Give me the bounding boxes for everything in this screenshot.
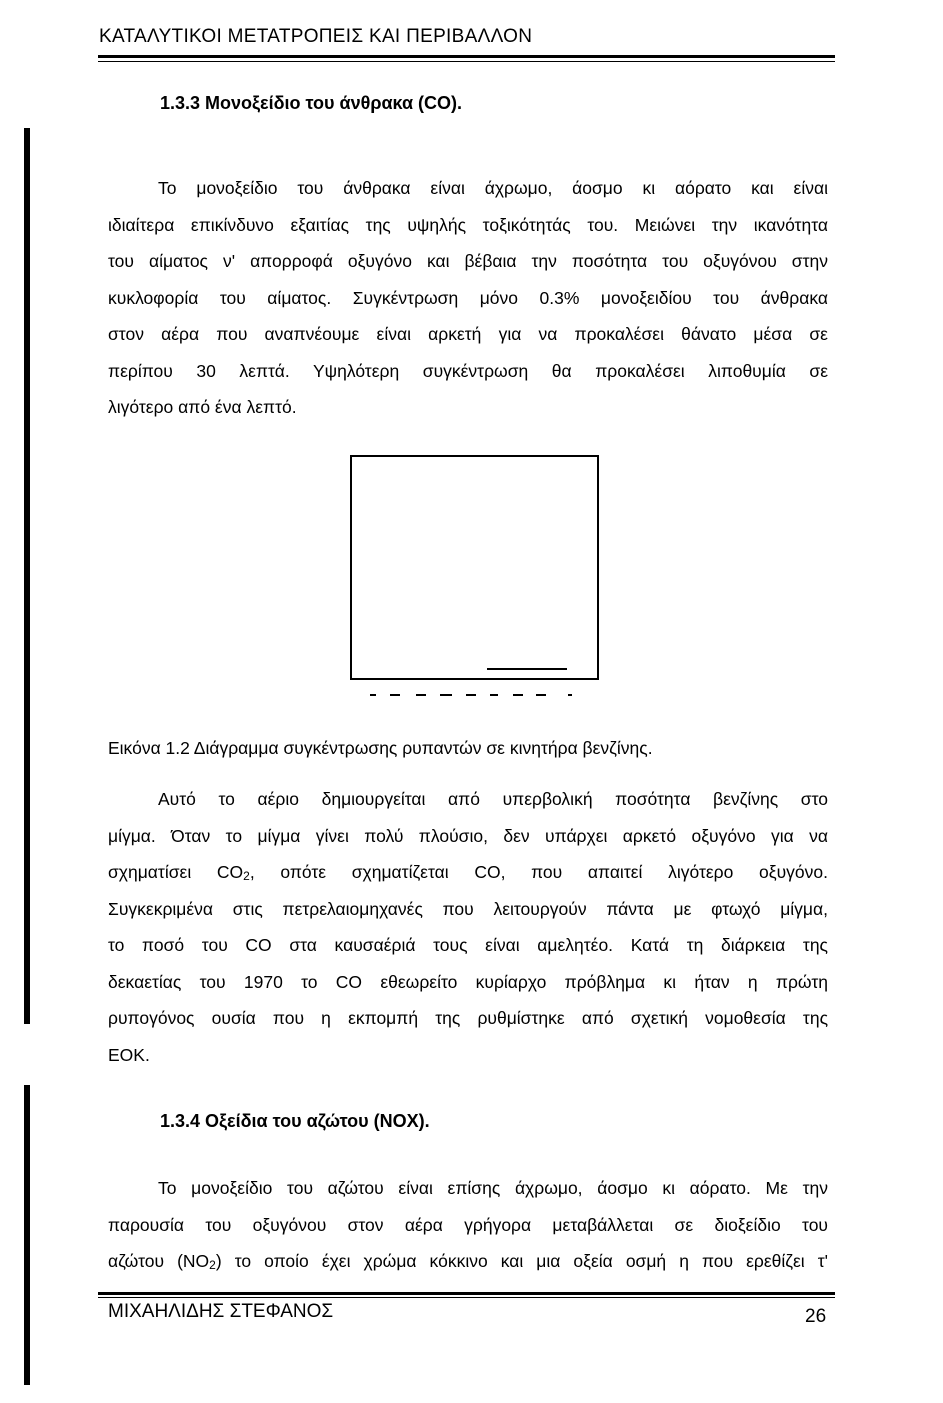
footer-rule bbox=[98, 1292, 835, 1295]
paragraph-line: ΕΟΚ. bbox=[108, 1044, 150, 1065]
footer-rule-thin bbox=[98, 1297, 835, 1298]
text-segment: , οπότε σχηματίζεται CO, που απαιτεί λιγότερο οξυγόνο. bbox=[249, 862, 828, 882]
paragraph-line: λιγότερο από ένα λεπτό. bbox=[108, 397, 297, 417]
paragraph-line-with-subscript bbox=[108, 1243, 828, 1280]
paragraph-line: ρυπογόνος ουσία που η εκπομπή της ρυθμίστηκε από σχετική νομοθεσία της bbox=[108, 1008, 828, 1028]
paragraph-line: μίγμα. Όταν το μίγμα γίνει πολύ πλούσιο, δεν υπάρχει αρκετό οξυγόνο για να bbox=[108, 825, 828, 846]
paragraph-co-intro bbox=[108, 170, 828, 426]
figure-pollutant-diagram bbox=[350, 455, 599, 680]
paragraph-line: δεκαετίας του 1970 το CO εθεωρείτο κυρίαρχο πρόβλημα κι ήταν η πρώτη bbox=[108, 971, 828, 992]
paragraph-line: Συγκεκριμένα στις πετρελαιομηχανές που λειτουργούν πάντα με φτωχό μίγμα, bbox=[108, 898, 828, 919]
paragraph-line: παρουσία του οξυγόνου στον αέρα γρήγορα μεταβάλλεται σε διοξείδιο του bbox=[108, 1214, 828, 1235]
paragraph-line: Το μονοξείδιο του άνθρακα είναι άχρωμο, άοσμο κι αόρατο και είναι bbox=[158, 178, 828, 198]
paragraph-line: περίπου 30 λεπτά. Υψηλότερη συγκέντρωση θα προκαλέσει λιποθυμία σε bbox=[108, 360, 828, 381]
text-segment: σχηματίσει CO bbox=[108, 862, 244, 882]
margin-scan-bar bbox=[24, 1085, 30, 1385]
paragraph-line: Αυτό το αέριο δημιουργείται από υπερβολική ποσότητα βενζίνης στο bbox=[158, 789, 828, 809]
figure-caption: Εικόνα 1.2 Διάγραμμα συγκέντρωσης ρυπαντών σε κινητήρα βενζίνης. bbox=[108, 738, 653, 758]
figure-axis-ticks bbox=[368, 692, 583, 698]
paragraph-line: κυκλοφορία του αίματος. Συγκέντρωση μόνο 0.3% μονοξειδίου του άνθρακα bbox=[108, 287, 828, 308]
paragraph-line: στον αέρα που αναπνέουμε είναι αρκετή για να προκαλέσει θάνατο μέσα σε bbox=[108, 324, 828, 344]
section-heading-nox: 1.3.4 Οξείδια του αζώτου (NOX). bbox=[160, 1111, 430, 1131]
paragraph-line-with-subscript bbox=[108, 854, 828, 891]
text-segment: ) το οποίο έχει χρώμα κόκκινο και μια οξεία οσμή η που ερεθίζει τ' bbox=[215, 1251, 828, 1271]
paragraph-line: το ποσό του CO στα καυσαέριά τους είναι αμελητέο. Κατά τη διάρκεια της bbox=[108, 935, 828, 955]
paragraph-line: ιδιαίτερα επικίνδυνο εξαιτίας της υψηλής τοξικότητάς του. Μειώνει την ικανότητα bbox=[108, 214, 828, 235]
subscript: 2 bbox=[209, 1258, 216, 1272]
paragraph-nox bbox=[108, 1170, 828, 1280]
section-heading-co: 1.3.3 Μονοξείδιο του άνθρακα (CO). bbox=[160, 93, 463, 113]
paragraph-co-formation bbox=[108, 781, 828, 1073]
paragraph-line: του αίματος ν' απορροφά οξυγόνο και βέβαια την ποσότητα του οξυγόνου στην bbox=[108, 251, 828, 271]
running-header: ΚΑΤΑΛΥΤΙΚΟΙ ΜΕΤΑΤΡΟΠΕΙΣ ΚΑΙ ΠΕΡΙΒΑΛΛΟΝ bbox=[99, 26, 533, 47]
header-rule-thin bbox=[98, 61, 835, 62]
margin-scan-bar bbox=[24, 128, 30, 1024]
header-rule bbox=[98, 55, 835, 58]
paragraph-line: Το μονοξείδιο του αζώτου είναι επίσης άχρωμο, άοσμο κι αόρατο. Με την bbox=[158, 1178, 828, 1198]
footer-author: ΜΙΧΑΗΛΙΔΗΣ ΣΤΕΦΑΝΟΣ bbox=[108, 1301, 334, 1322]
figure-curve-fragment bbox=[487, 668, 567, 670]
text-segment: αζώτου (NO bbox=[108, 1251, 210, 1271]
subscript: 2 bbox=[243, 869, 250, 883]
page-number: 26 bbox=[805, 1306, 827, 1327]
